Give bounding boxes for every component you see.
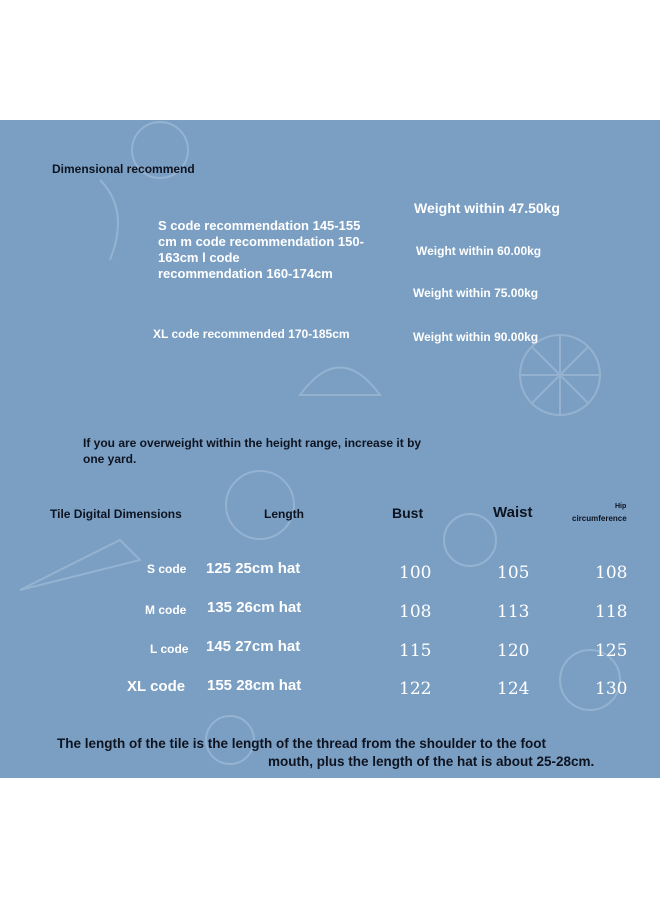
row-s-bust: 100 <box>399 563 432 583</box>
row-l-hip: 125 <box>595 641 628 661</box>
row-s-size: S code <box>147 562 187 576</box>
overweight-note-line-2: one yard. <box>83 452 137 466</box>
height-line-2: cm m code recommendation 150- <box>158 234 364 249</box>
size-chart-panel <box>0 120 660 778</box>
header-hip-circumference: circumference <box>572 514 627 523</box>
row-l-length: 145 27cm hat <box>206 638 301 655</box>
row-l-size: L code <box>150 642 189 656</box>
row-m-waist: 113 <box>497 602 530 622</box>
row-xl-size: XL code <box>127 678 186 695</box>
weight-s: Weight within 47.50kg <box>414 200 560 216</box>
row-xl-hip: 130 <box>595 679 628 699</box>
recommend-title: Dimensional recommend <box>52 162 195 176</box>
row-s-length: 125 25cm hat <box>206 560 301 577</box>
height-line-4: recommendation 160-174cm <box>158 266 333 281</box>
header-hip: Hip <box>615 503 627 510</box>
row-m-length: 135 26cm hat <box>207 599 302 616</box>
row-xl-length: 155 28cm hat <box>207 677 302 694</box>
weight-l: Weight within 75.00kg <box>413 286 539 300</box>
row-s-hip: 108 <box>595 563 628 583</box>
row-l-waist: 120 <box>497 641 530 661</box>
header-waist: Waist <box>493 504 533 521</box>
height-line-1: S code recommendation 145-155 <box>158 218 361 233</box>
footer-note-line-2: mouth, plus the length of the hat is about 25-28cm. <box>268 754 595 769</box>
row-m-size: M code <box>145 603 187 617</box>
table-title: Tile Digital Dimensions <box>50 507 182 521</box>
xl-height-recommendation: XL code recommended 170-185cm <box>153 327 350 341</box>
header-bust: Bust <box>392 505 424 521</box>
row-m-bust: 108 <box>399 602 432 622</box>
header-length: Length <box>264 507 304 521</box>
row-l-bust: 115 <box>399 641 432 661</box>
row-xl-bust: 122 <box>399 679 432 699</box>
row-xl-waist: 124 <box>497 679 530 699</box>
overweight-note-line-1: If you are overweight within the height range, increase it by <box>83 436 422 450</box>
height-line-3: 163cm l code <box>158 250 240 265</box>
weight-xl: Weight within 90.00kg <box>413 330 539 344</box>
row-s-waist: 105 <box>497 563 530 583</box>
row-m-hip: 118 <box>595 602 628 622</box>
weight-m: Weight within 60.00kg <box>416 244 542 258</box>
footer-note-line-1: The length of the tile is the length of the thread from the shoulder to the foot <box>57 736 546 751</box>
